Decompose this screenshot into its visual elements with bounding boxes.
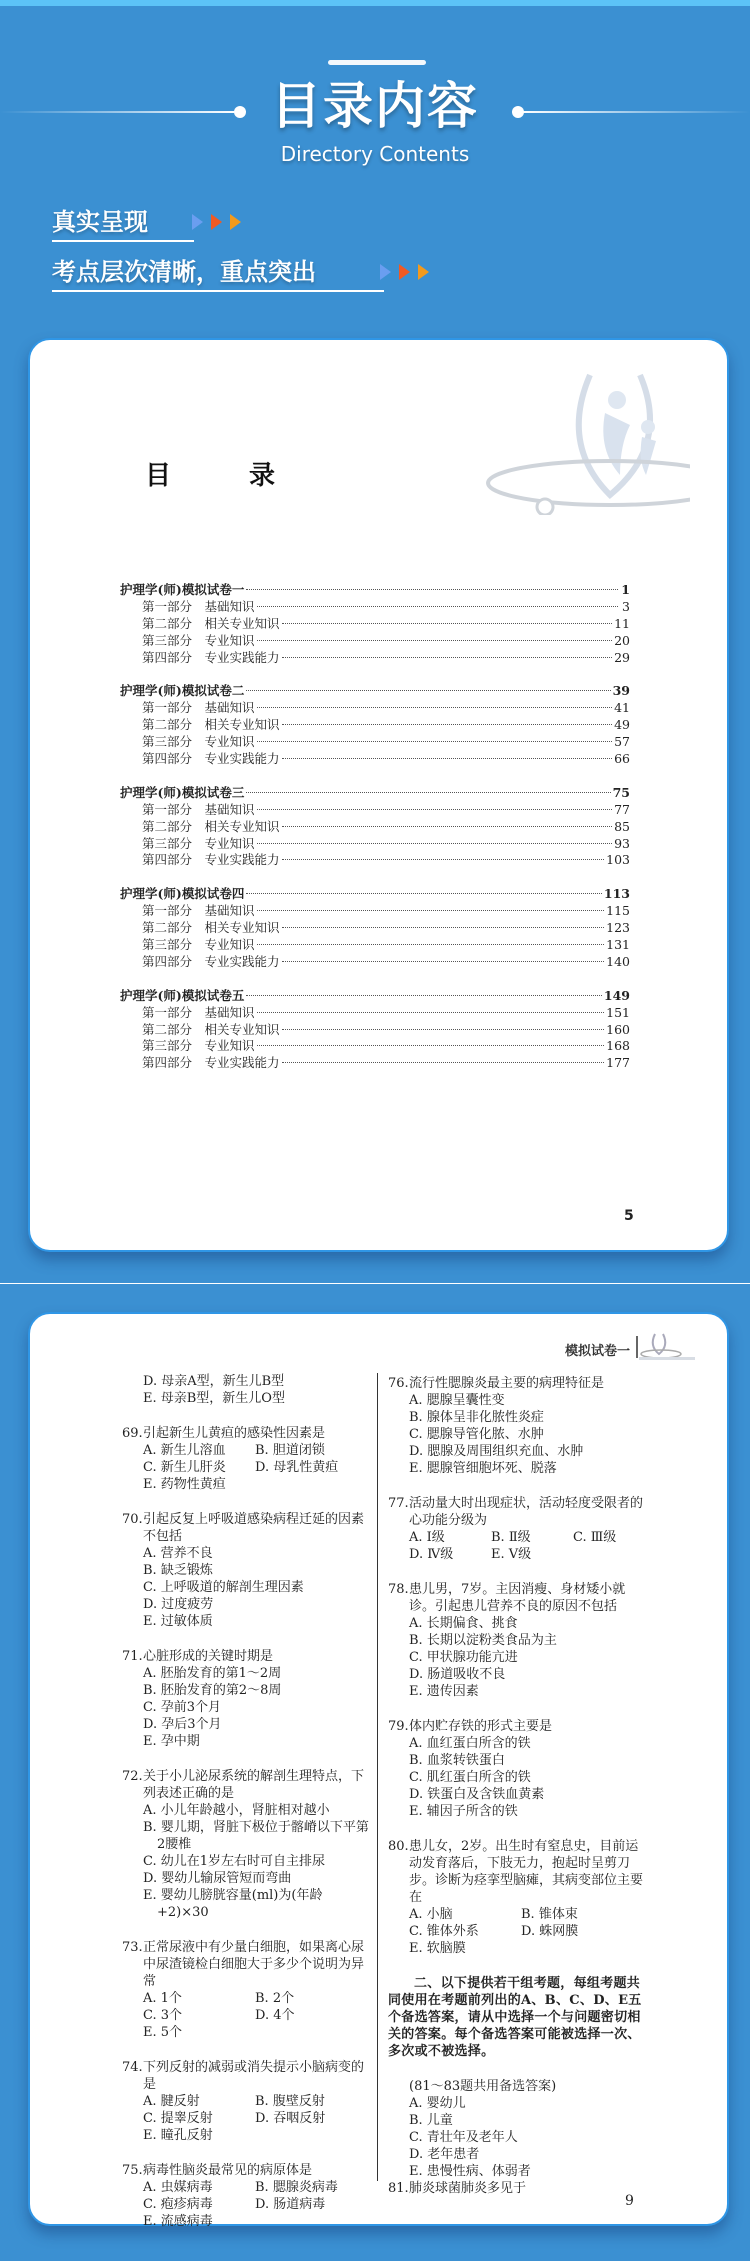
- toc-entry-label: 第三部分 专业知识: [142, 835, 255, 851]
- question-number: 76.: [388, 1376, 409, 1391]
- question: [388, 1495, 646, 1563]
- answer-option: E. 遗传因素: [409, 1684, 479, 1699]
- toc-entry-label: 第一部分 基础知识: [142, 1004, 255, 1020]
- answer-option: C. 提睾反射: [143, 2111, 213, 2126]
- answer-option: A. 腱反射: [143, 2094, 200, 2109]
- toc-entry-label: 第四部分 专业实践能力: [142, 751, 280, 767]
- answer-option: E. 软脑膜: [409, 1941, 466, 1956]
- answer-option: B. 儿童: [409, 2113, 453, 2128]
- toc-group: [120, 683, 630, 767]
- answer-option: A. 血红蛋白所含的铁: [409, 1736, 531, 1751]
- toc-entry-label: 护理学(师)模拟试卷五: [120, 987, 245, 1003]
- question-stem: 引起反复上呼吸道感染病程迁延的因素不包括: [143, 1512, 365, 1544]
- toc-entry-page: 113: [603, 886, 630, 902]
- toc-entry-page: 3: [622, 598, 630, 614]
- leader-dots: [257, 1045, 605, 1046]
- answer-option: C. 新生儿肝炎: [143, 1460, 226, 1475]
- toc-entry-page: 66: [614, 751, 630, 767]
- answer-option: A. 婴幼儿: [409, 2096, 466, 2111]
- answer-options: [143, 2093, 372, 2144]
- answer-option: C. 孕前3个月: [143, 1700, 222, 1715]
- answer-option: B. 锥体束: [521, 1907, 578, 1922]
- question: [122, 1511, 372, 1630]
- toc-title: 目 录: [145, 461, 302, 491]
- answer-option: B. Ⅱ级: [491, 1530, 531, 1545]
- toc-entry-page: 75: [612, 784, 630, 800]
- toc-entry-page: 49: [614, 717, 630, 733]
- page-number: 5: [624, 1208, 634, 1224]
- toc-entry-label: 第二部分 相关专业知识: [142, 717, 280, 733]
- answer-option: D. Ⅳ级: [409, 1547, 454, 1562]
- toc-group: [120, 582, 630, 666]
- answer-option: A. 长期偏食、挑食: [409, 1616, 518, 1631]
- toc-subentry[interactable]: [120, 920, 630, 937]
- section-instruction: 二、以下提供若干组考题，每组考题共同使用在考题前列出的A、B、C、D、E五个备选答案，请从中选择一个与问题密切相关的答案。每个备选答案可能被选择一次、多次或不被选择。: [388, 1976, 642, 2059]
- left-column: [122, 1373, 372, 2248]
- toc-entry-label: 第一部分 基础知识: [142, 903, 255, 919]
- toc-entry[interactable]: [120, 582, 630, 599]
- leader-dots: [282, 623, 613, 624]
- nursing-logo-small-icon: [635, 1330, 695, 1360]
- running-head: 模拟试卷一: [565, 1344, 631, 1359]
- leader-dots: [257, 606, 618, 607]
- answer-option: E. 辅因子所含的铁: [409, 1804, 518, 1819]
- leader-dots: [257, 944, 605, 945]
- toc-subentry[interactable]: [120, 717, 630, 734]
- toc-entry-page: 140: [606, 953, 630, 969]
- toc-subentry[interactable]: [120, 599, 630, 616]
- answer-option: B. 血浆转铁蛋白: [409, 1753, 505, 1768]
- toc-entry[interactable]: [120, 886, 630, 903]
- answer-option: E. 药物性黄疸: [143, 1477, 226, 1492]
- answer-option: E. 孕中期: [143, 1734, 200, 1749]
- leader-dots: [282, 927, 605, 928]
- answer-option: D. 蛛网膜: [521, 1924, 579, 1939]
- toc-entry-page: 39: [612, 683, 630, 699]
- question-stem: 患儿男，7岁。主因消瘦、身材矮小就诊。引起患儿营养不良的原因不包括: [409, 1582, 626, 1614]
- question-stem: 病毒性脑炎最常见的病原体是: [143, 2163, 313, 2178]
- question-stem: 体内贮存铁的形式主要是: [409, 1719, 553, 1734]
- question: [122, 1648, 372, 1750]
- question: [122, 1939, 372, 2041]
- question-number: 77.: [388, 1496, 409, 1511]
- leader-dots: [257, 640, 613, 641]
- answer-option: B. 腹壁反射: [255, 2094, 325, 2109]
- answer-options: [409, 1906, 646, 1957]
- toc-entry-label: 第三部分 专业知识: [142, 1038, 255, 1054]
- answer-option: C. 疱疹病毒: [143, 2197, 213, 2212]
- question-stem: 患儿女，2岁。出生时有窒息史，目前运动发育落后，下肢无力，抱起时呈剪刀步。诊断为痉挛型脑瘫，其病变部位主要在: [409, 1839, 644, 1905]
- question: [388, 1375, 646, 1477]
- toc-subentry[interactable]: [120, 836, 630, 853]
- section-divider: [0, 1283, 750, 1284]
- answer-option: D. 孕后3个月: [143, 1717, 222, 1732]
- leader-dots: [282, 1062, 605, 1063]
- toc-entry[interactable]: [120, 988, 630, 1005]
- question-number: 70.: [122, 1512, 143, 1527]
- answer-options: [143, 1442, 372, 1493]
- answer-option: A. 虫媒病毒: [143, 2180, 213, 2195]
- feature-tag-1: [52, 208, 148, 236]
- answer-option: B. 腺体呈非化脓性炎症: [409, 1410, 544, 1425]
- answer-option: A. 1个: [143, 1991, 182, 2006]
- question: [388, 1718, 646, 1820]
- nursing-logo-icon: [470, 355, 690, 515]
- answer-option: E. 患慢性病、体弱者: [409, 2164, 531, 2179]
- toc-entry-label: 第四部分 专业实践能力: [142, 649, 280, 665]
- toc-entry-label: 第四部分 专业实践能力: [142, 852, 280, 868]
- toc-entry-label: 第四部分 专业实践能力: [142, 1055, 280, 1071]
- answer-option: D. 过度疲劳: [143, 1597, 214, 1612]
- answer-option: D. 铁蛋白及含铁血黄素: [409, 1787, 545, 1802]
- tag-underline: [52, 240, 194, 242]
- toc-entry-page: 151: [606, 1004, 630, 1020]
- toc-entry-page: 115: [606, 903, 630, 919]
- question-stem: 引起新生儿黄疸的感染性因素是: [143, 1426, 326, 1441]
- toc-entry-label: 第三部分 专业知识: [142, 734, 255, 750]
- toc-entry-label: 护理学(师)模拟试卷一: [120, 582, 245, 597]
- answer-option: A. 新生儿溶血: [143, 1443, 226, 1458]
- section-title: 目录内容: [271, 77, 479, 135]
- question-stem: 流行性腮腺炎最主要的病理特征是: [409, 1376, 605, 1391]
- leader-dots: [257, 809, 613, 810]
- tag-underline: [52, 290, 384, 292]
- page-number: 9: [625, 2193, 634, 2209]
- toc-entry-label: 第三部分 专业知识: [142, 937, 255, 953]
- toc-subentry[interactable]: [120, 650, 630, 667]
- table-of-contents: [120, 582, 630, 1089]
- answer-option: A. 营养不良: [143, 1546, 213, 1561]
- question-number: 80.: [388, 1839, 409, 1854]
- toc-subentry[interactable]: [120, 700, 630, 717]
- question: [388, 2180, 646, 2197]
- question-number: 74.: [122, 2060, 143, 2075]
- answer-option: C. 3个: [143, 2008, 183, 2023]
- toc-entry-label: 第二部分 相关专业知识: [142, 920, 280, 936]
- question: [388, 1838, 646, 1957]
- toc-entry-label: 第一部分 基础知识: [142, 598, 255, 614]
- answer-options: [409, 1392, 646, 1477]
- answer-option: A. 小儿年龄越小，肾脏相对越小: [143, 1803, 330, 1818]
- leader-dots: [246, 792, 610, 793]
- leader-dots: [282, 758, 613, 759]
- question: [388, 1581, 646, 1700]
- answer-option: B. 腮腺炎病毒: [255, 2180, 338, 2195]
- answer-option: D. 吞咽反射: [255, 2111, 326, 2126]
- right-column: [388, 1375, 646, 2197]
- question-continued: [122, 1373, 372, 1407]
- feature-tag-text: 考点层次清晰，重点突出: [52, 258, 316, 286]
- answer-option: E. 婴幼儿膀胱容量(ml)为(年龄+2)×30: [143, 1888, 323, 1920]
- toc-entry-page: 29: [614, 649, 630, 665]
- toc-subentry[interactable]: [120, 1055, 630, 1072]
- answer-options: [409, 1615, 646, 1700]
- question-stem: 关于小儿泌尿系统的解剖生理特点，下列表述正确的是: [143, 1769, 365, 1801]
- answer-option: C. 青壮年及老年人: [409, 2130, 518, 2145]
- answer-option: C. 幼儿在1岁左右时可自主排尿: [143, 1854, 326, 1869]
- answer-options: [143, 1802, 372, 1921]
- leader-dots: [246, 893, 602, 894]
- answer-option: D. 肠道吸收不良: [409, 1667, 506, 1682]
- leader-dots: [246, 690, 610, 691]
- toc-entry-page: 1: [621, 582, 630, 597]
- answer-options: [143, 1990, 372, 2041]
- toc-entry-label: 第二部分 相关专业知识: [142, 615, 280, 631]
- question-number: 75.: [122, 2163, 143, 2178]
- question: [122, 2162, 372, 2230]
- toc-entry-page: 57: [614, 734, 630, 750]
- answer-option: B. 2个: [255, 1991, 295, 2006]
- answer-option: E. 瞳孔反射: [143, 2128, 213, 2143]
- toc-entry-label: 第一部分 基础知识: [142, 700, 255, 716]
- answer-options: [409, 1735, 646, 1820]
- toc-entry-page: 123: [606, 920, 630, 936]
- leader-dots: [282, 961, 605, 962]
- toc-entry-label: 护理学(师)模拟试卷四: [120, 886, 245, 902]
- toc-group: [120, 988, 630, 1072]
- question: [122, 2059, 372, 2144]
- toc-entry[interactable]: [120, 785, 630, 802]
- toc-entry-label: 护理学(师)模拟试卷二: [120, 683, 245, 699]
- section-subtitle: Directory Contents: [280, 142, 470, 166]
- feature-tag-2: [52, 258, 316, 286]
- toc-entry-page: 160: [606, 1021, 630, 1037]
- leader-dots: [257, 843, 613, 844]
- arrows-icon: [192, 214, 241, 230]
- toc-subentry[interactable]: [120, 819, 630, 836]
- answer-option: B. 胆道闭锁: [255, 1443, 325, 1458]
- toc-entry-label: 第三部分 专业知识: [142, 632, 255, 648]
- question-stem: 活动量大时出现症状，活动轻度受限者的心功能分级为: [409, 1496, 644, 1528]
- answer-options: [409, 1529, 646, 1563]
- toc-entry-page: 168: [606, 1038, 630, 1054]
- answer-option: D. 老年患者: [409, 2147, 480, 2162]
- answer-option: E. 母亲B型，新生儿O型: [143, 1391, 285, 1406]
- toc-entry-page: 177: [606, 1055, 630, 1071]
- answer-option: C. 肌红蛋白所含的铁: [409, 1770, 531, 1785]
- question-number: 79.: [388, 1719, 409, 1734]
- answer-option: B. 胚胎发育的第2～8周: [143, 1683, 282, 1698]
- toc-group: [120, 886, 630, 970]
- leader-dots: [257, 910, 605, 911]
- answer-options: [388, 2095, 646, 2180]
- leader-dots: [257, 1012, 605, 1013]
- toc-entry-page: 85: [614, 818, 630, 834]
- question-number: 73.: [122, 1940, 143, 1955]
- answer-option: E. 腮腺管细胞坏死、脱落: [409, 1461, 557, 1476]
- answer-option: D. 母乳性黄疸: [255, 1460, 339, 1475]
- leader-dots: [257, 741, 613, 742]
- question: [122, 1768, 372, 1921]
- answer-option: A. 腮腺呈囊性变: [409, 1393, 505, 1408]
- toc-entry-page: 20: [614, 632, 630, 648]
- question-stem: 下列反射的减弱或消失提示小脑病变的是: [143, 2060, 365, 2092]
- question-stem: 心脏形成的关键时期是: [143, 1649, 274, 1664]
- toc-subentry[interactable]: [120, 734, 630, 751]
- toc-subentry[interactable]: [120, 802, 630, 819]
- toc-entry-page: 103: [606, 852, 630, 868]
- toc-subentry[interactable]: [120, 616, 630, 633]
- arrows-icon: [380, 264, 429, 280]
- answer-option: E. 5个: [143, 2025, 183, 2040]
- question-stem: 肺炎球菌肺炎多见于: [409, 2181, 527, 2196]
- column-separator: [377, 1373, 378, 2181]
- leader-dots: [246, 589, 618, 590]
- question-stem: 正常尿液中有少量白细胞，如果离心尿中尿渣镜检白细胞大于多少个说明为异常: [143, 1940, 365, 1989]
- answer-option: C. 锥体外系: [409, 1924, 479, 1939]
- answer-option: D. 母亲A型，新生儿B型: [143, 1374, 285, 1389]
- toc-subentry[interactable]: [120, 1022, 630, 1039]
- toc-group: [120, 785, 630, 869]
- toc-entry-page: 131: [606, 937, 630, 953]
- toc-entry-label: 第四部分 专业实践能力: [142, 953, 280, 969]
- toc-subentry[interactable]: [120, 1038, 630, 1055]
- leader-dots: [282, 826, 613, 827]
- shared-options-header: (81～83题共用备选答案): [409, 2079, 557, 2094]
- toc-subentry[interactable]: [120, 937, 630, 954]
- toc-entry[interactable]: [120, 683, 630, 700]
- toc-entry-page: 41: [614, 700, 630, 716]
- toc-subentry[interactable]: [120, 903, 630, 920]
- question-number: 69.: [122, 1426, 143, 1441]
- feature-tag-text: 真实呈现: [52, 208, 148, 236]
- answer-option: A. Ⅰ级: [409, 1530, 445, 1545]
- question: [122, 1425, 372, 1493]
- toc-entry-label: 第一部分 基础知识: [142, 801, 255, 817]
- leader-dots: [282, 724, 613, 725]
- answer-option: B. 长期以淀粉类食品为主: [409, 1633, 557, 1648]
- question-number: 71.: [122, 1649, 143, 1664]
- toc-entry-page: 11: [614, 615, 630, 631]
- answer-options: [143, 1665, 372, 1750]
- answer-option: A. 胚胎发育的第1～2周: [143, 1666, 282, 1681]
- answer-option: E. 流感病毒: [143, 2214, 213, 2229]
- answer-option: D. 婴幼儿输尿管短而弯曲: [143, 1871, 292, 1886]
- leader-dots: [282, 859, 605, 860]
- title-accent-bar: [328, 60, 426, 65]
- answer-option: B. 缺乏锻炼: [143, 1563, 213, 1578]
- toc-entry-label: 护理学(师)模拟试卷三: [120, 784, 245, 800]
- answer-option: C. Ⅲ级: [573, 1530, 617, 1545]
- leader-dots: [282, 1029, 605, 1030]
- answer-options: [143, 2179, 372, 2230]
- answer-option: C. 腮腺导管化脓、水肿: [409, 1427, 544, 1442]
- answer-option: D. 4个: [255, 2008, 295, 2023]
- toc-subentry[interactable]: [120, 852, 630, 869]
- answer-option: A. 小脑: [409, 1907, 453, 1922]
- leader-dots: [257, 707, 613, 708]
- top-strip: [0, 0, 750, 6]
- leader-dots: [246, 995, 602, 996]
- answer-option: D. 腮腺及周围组织充血、水肿: [409, 1444, 584, 1459]
- answer-option: E. 过敏体质: [143, 1614, 213, 1629]
- answer-option: C. 甲状腺功能亢进: [409, 1650, 518, 1665]
- answer-option: C. 上呼吸道的解剖生理因素: [143, 1580, 304, 1595]
- question-number: 78.: [388, 1582, 409, 1597]
- toc-entry-page: 149: [603, 987, 630, 1003]
- toc-subentry[interactable]: [120, 751, 630, 768]
- answer-option: E. Ⅴ级: [491, 1547, 532, 1562]
- toc-subentry[interactable]: [120, 633, 630, 650]
- answer-options: [143, 1545, 372, 1630]
- toc-subentry[interactable]: [120, 954, 630, 971]
- shared-options-group: [388, 2078, 646, 2197]
- question-number: 72.: [122, 1769, 143, 1784]
- toc-entry-label: 第二部分 相关专业知识: [142, 1021, 280, 1037]
- toc-entry-page: 77: [614, 801, 630, 817]
- toc-subentry[interactable]: [120, 1005, 630, 1022]
- toc-entry-page: 93: [614, 835, 630, 851]
- toc-entry-label: 第二部分 相关专业知识: [142, 818, 280, 834]
- leader-dots: [282, 657, 613, 658]
- question-number: 81.: [388, 2181, 409, 2196]
- answer-option: B. 婴儿期，肾脏下极位于髂嵴以下平第2腰椎: [143, 1820, 369, 1852]
- answer-option: D. 肠道病毒: [255, 2197, 326, 2212]
